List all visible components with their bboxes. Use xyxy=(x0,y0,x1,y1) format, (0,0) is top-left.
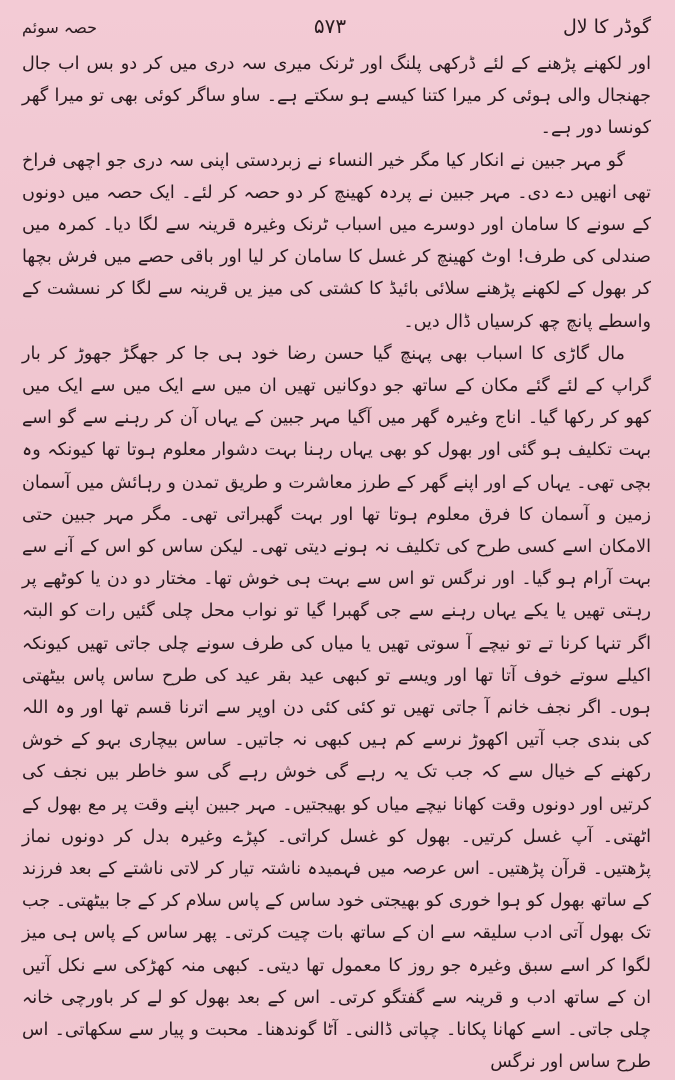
paragraph: اور لکھنے پڑھنے کے لئے ڈرکھی پلنگ اور ٹرنک میری سہ دری میں کر دو بس اب جال جھنجال والی ہوئی کر میرا کتنا کیسے ہو سکتے ہے۔ ساو ساگر کوئی بھی تو میرا گھر کونسا دور ہے۔ xyxy=(22,54,651,139)
part-label: حصہ سوئم xyxy=(22,18,98,37)
page-body xyxy=(22,48,651,1079)
page-header xyxy=(22,14,651,48)
running-title: گوڈر کا لال xyxy=(562,16,651,38)
paragraph: گو مہر جبین نے انکار کیا مگر خیر النساء نے زبردستی اپنی سہ دری جو اچھی فراخ تھی انھیں دے دی۔ مہر جبین نے پردہ کھینچ کر دو حصہ کر لئے۔ ایک حصہ میں دونوں کے سونے کا سامان اور دوسرے میں اسباب ٹرنک وغیرہ قرینہ سے لگا دیا۔ کمرہ میں صندلی کی طرف! اوٹ کھینچ کر غسل کا سامان کر لیا اور باقی حصے میں فرش بچھا کر بھول کے لکھنے پڑھنے سلائی بائیڈ کا کشتی کی میز یں قرینہ سے لگا کر نسشت کے واسطے پانچ چھ کرسیاں ڈال دیں۔ xyxy=(22,150,651,332)
paragraph: مال گاڑی کا اسباب بھی پہنچ گیا حسن رضا خود ہی جا کر جھگڑ جھوڑ کر بار گراپ کے لئے گئے مکان کے ساتھ جو دوکانیں تھیں ان میں سے ایک میں سے ایک میں کھو کر رکھا گیا۔ اناج وغیرہ گھر میں آگیا مہر جبین کے یہاں آن کر رہنے سے گو اسے بہت تکلیف ہو گئی اور بھول کو بھی یہاں رہنا بہت دشوار معلوم ہوتا تھا کیونکہ وہ بچی تھی۔ یہاں کے اور اپنے گھر کے طرز معاشرت و طریق تمدن و رہائش میں آسمان زمین و آسمان کا فرق معلوم ہوتا تھا اور بہت گھبراتی تھی۔ مگر مہر جبین حتی الامکان اسے کسی طرح کی تکلیف نہ ہونے دیتی تھی۔ لیکن ساس کو اس کے آنے سے بہت آرام ہو گیا۔ اور نرگس تو اس سے بہت ہی خوش تھا۔ مختار دو دن یا کوٹھے پر رہتی تھیں یا یکے یہاں رہنے سے جی گھبرا گیا تو نواب محل چلی گئیں رات کو البتہ اگر تنہا کرنا تے تو نیچے آ سوتی تھیں یا میاں کی طرف سونے چلی جاتی تھیں کیونکہ اکیلے سوتے خوف آتا تھا اور ویسے تو کبھی عید بقر عید کی طرح ساس پاس بیٹھتی ہوں۔ اگر نجف خانم آ جاتی تھیں تو کئی کئی دن اوپر سے اترنا قسم تھا اور وہ اللہ کی بندی جب آتیں اکھوڑ نرسے کم ہیں کبھی نہ جاتیں۔ ساس بیچاری بہو کے خوش رکھنے کے خیال سے کہ جب تک یہ رہے گی خوش رہے گی سو خاطر بیں نجف کی کرتیں اور دونوں وقت کھانا نیچے میاں کو بھیجتیں۔ مہر جبین اپنے وقت پر مع بھول کے اٹھتی۔ آپ غسل کرتیں۔ بھول کو غسل کراتی۔ کپڑے وغیرہ بدل کر دونوں نماز پڑھتیں۔ قرآن پڑھتیں۔ اس عرصہ میں فہمیدہ ناشتہ تیار کر لاتی ناشتے کے بعد فرزند کے ساتھ بھول کو ہوا خوری کو بھیجتی خود ساس کے پاس سلام کر کے جا بیٹھتی۔ جب تک بھول آتی ادب سلیقہ سے ان کے ساتھ بات چیت کرتی۔ پھر ساس کے پاس ہی میز لگوا کر اسے سبق وغیرہ جو روز کا معمول تھا دیتی۔ کبھی منہ کھڑکی سے نکل آتیں ان کے ساتھ ادب و قرینہ سے گفتگو کرتی۔ اس کے بعد بھول کو لے کر باورچی خانہ چلی جاتی۔ اسے کھانا پکانا۔ چپاتی ڈالنی۔ آٹا گوندھنا۔ محبت و پیار سے سکھاتی۔ اس طرح ساس اور نرگس xyxy=(22,343,651,1073)
page-number: ۵۷۳ xyxy=(313,14,347,38)
